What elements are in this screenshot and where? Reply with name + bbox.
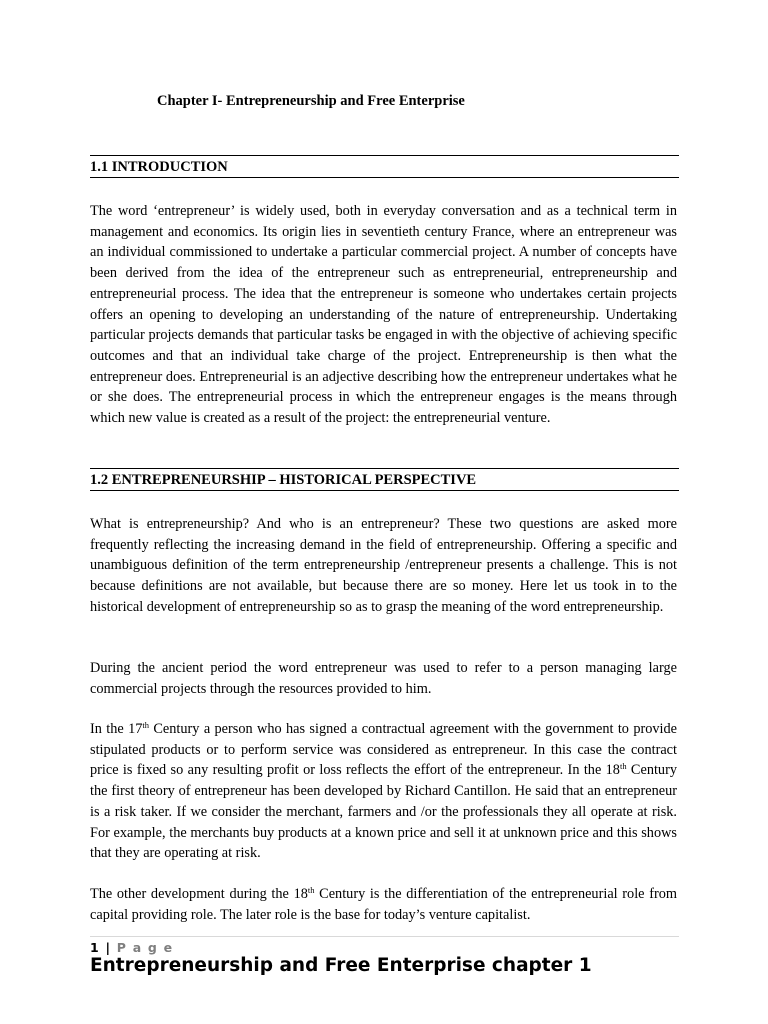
section-heading-historical-perspective: 1.2 ENTREPRENEURSHIP – HISTORICAL PERSPECTIVE bbox=[90, 468, 679, 491]
text-run: Century a person who has signed a contractual agreement with the government to provide stipulated products or to perform service was considered as entrepreneur. In this case the contract price is fixed so any resulting profit or loss reflects the effort of the entrepreneur. In the 18 bbox=[90, 721, 677, 779]
text-run: Century the first theory of entrepreneur has been developed by Richard Cantillon. He said that an entrepreneur is a risk taker. If we consider the merchant, farmers and /or the professionals they all operate at risk. For example, the merchants buy products at a known price and sell it at unknown price and this shows that they are operating at risk. bbox=[90, 762, 677, 862]
superscript: th bbox=[142, 720, 150, 730]
superscript: th bbox=[619, 761, 627, 772]
page-separator: | bbox=[105, 940, 112, 955]
chapter-title: Chapter I- Entrepreneurship and Free Enterprise bbox=[157, 93, 465, 109]
footer-title: Entrepreneurship and Free Enterprise chapter 1 bbox=[90, 955, 592, 976]
historical-paragraph-3 bbox=[90, 719, 677, 864]
text-run: Century is the differentiation of the entrepreneurial role from capital providing role. The later role is the base for today’s venture capitalist. bbox=[90, 886, 677, 923]
footer-divider bbox=[90, 936, 679, 937]
historical-paragraph-2: During the ancient period the word entrepreneur was used to refer to a person managing large commercial projects through the resources provided to him. bbox=[90, 660, 677, 697]
text-run: In the 17 bbox=[90, 721, 143, 737]
page-label: P a g e bbox=[116, 940, 174, 955]
section-heading-introduction: 1.1 INTRODUCTION bbox=[90, 155, 679, 178]
introduction-paragraph: The word ‘entrepreneur’ is widely used, both in everyday conversation and as a technical term in management and economics. Its origin lies in seventieth century France, where an entrepreneur was an individual commissioned to undertake a particular commercial project. A number of concepts have been derived from the idea of the entrepreneur such as entrepreneurial, entrepreneurship and entrepreneurial process. The idea that the entrepreneur is someone who undertakes certain projects offers an opening to developing an understanding of the nature of entrepreneurship. Undertaking particular projects demands that particular tasks be engaged in with the objective of achieving specific outcomes and that an individual take charge of the project. Entrepreneurship is then what the entrepreneur does. Entrepreneurial is an adjective describing how the entrepreneur undertakes what he or she does. The entrepreneurial process in which the entrepreneur engages is the means through which new value is created as a result of the project: the entrepreneurial venture. bbox=[90, 203, 677, 427]
historical-paragraph-1: What is entrepreneurship? And who is an entrepreneur? These two questions are asked more frequently reflecting the increasing demand in the field of entrepreneurship. Offering a specific and unambiguous definition of the term entrepreneurship /entrepreneur presents a challenge. This is not because definitions are not available, but because there are so money. Here let us took in to the historical development of entrepreneurship so as to grasp the meaning of the word entrepreneurship. bbox=[90, 516, 677, 615]
page-number-value: 1 bbox=[90, 940, 100, 955]
superscript: th bbox=[307, 885, 315, 895]
historical-paragraph-4 bbox=[90, 884, 677, 925]
page-number bbox=[90, 940, 173, 955]
text-run: The other development during the 18 bbox=[90, 886, 308, 902]
